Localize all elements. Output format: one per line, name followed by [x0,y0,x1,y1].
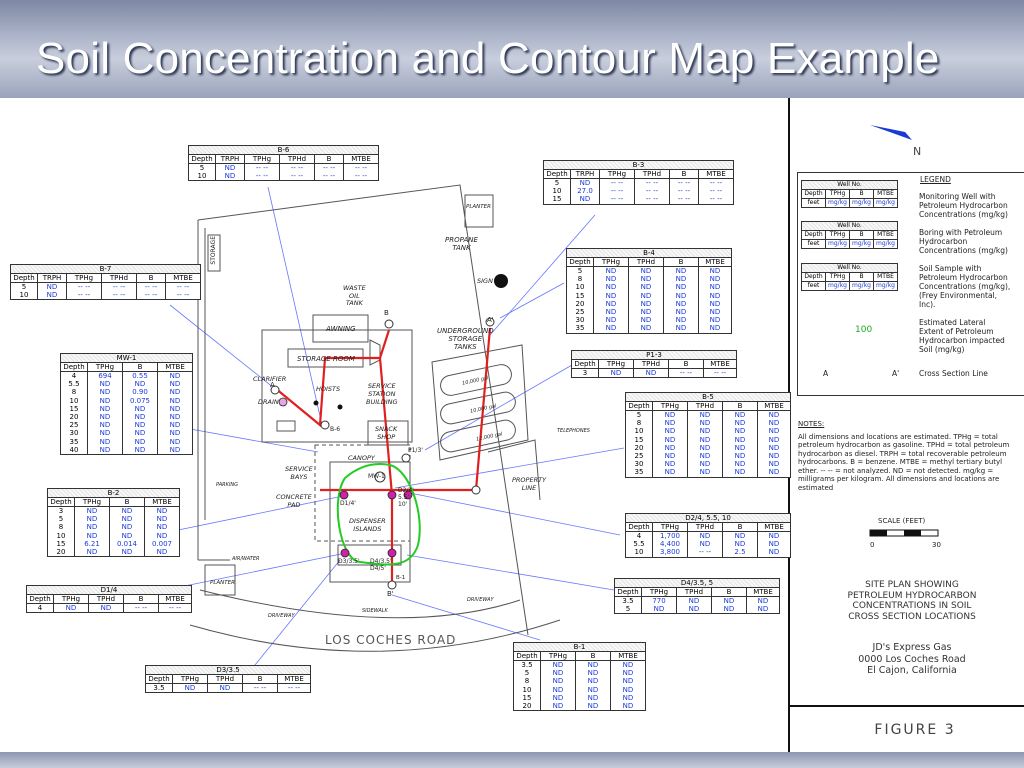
table-cell: ND ND ND ND ND ND ND ND [723,411,758,478]
table-header: TPHd [89,595,124,604]
table-cell: -- -- -- -- [166,283,201,300]
scale-zero: 0 [870,541,875,549]
legend-mini-unit: feet [802,282,826,291]
legend-mini-header: Depth [802,231,826,240]
table-header: TPHd [688,402,723,411]
table-header: MTBE [344,155,379,164]
legend-mini-unit: mg/kg [826,282,850,291]
label-waste-oil: WASTE OIL TANK [343,284,366,307]
table-header: Depth [626,523,653,532]
table-cell: -- -- -- -- -- -- [699,179,734,205]
table-cell: ND ND ND ND ND ND ND ND [688,411,723,478]
table-cell: ND ND [677,597,712,614]
table-d14 [26,585,192,613]
table-cell: 694 ND ND ND ND ND ND ND ND ND [88,372,123,455]
table-header: Depth [27,595,54,604]
label-ust: UNDERGROUND STORAGE TANKS [437,327,494,351]
table-header: Depth [48,498,75,507]
label-sign: SIGN [477,277,493,285]
table-cell: ND [89,604,124,613]
label-p13-map: P1/3' [408,447,423,454]
label-d24-map: D2/4' 5.5' 10' [398,487,414,508]
table-b3 [543,160,734,205]
table-cell: -- -- -- -- -- -- [635,179,670,205]
table-cell: ND ND ND ND 0.014 ND [110,507,145,557]
label-parking: PARKING [216,482,239,488]
table-header: TPHg [653,402,688,411]
legend-item-monitoring-well: Monitoring Well with Petroleum Hydrocarbon Concentrations (mg/kg) [919,192,1008,219]
table-header: Depth [189,155,216,164]
legend-item-section-line: Cross Section Line [919,369,988,378]
table-header: Depth [626,402,653,411]
table-cell: ND ND ND ND ND ND ND ND [699,267,732,334]
table-cell: -- -- [124,604,159,613]
notes-heading: NOTES: [798,420,825,428]
label-driveway-left: DRIVEWAY [268,613,295,619]
table-header: Depth [572,360,599,369]
legend-mini-unit: mg/kg [850,282,874,291]
table-cell: -- -- -- -- [67,283,102,300]
table-title: B-6 [189,146,379,155]
legend-mini-unit: mg/kg [826,199,850,208]
table-header: TRPH [216,155,245,164]
table-cell: -- -- -- -- [280,164,315,181]
table-header: TPHd [677,588,712,597]
table-cell: -- -- -- -- [315,164,344,181]
legend-mini-header: Depth [802,273,826,282]
table-cell: -- -- [669,369,704,378]
table-header: TPHd [688,523,723,532]
table-cell: ND ND ND [758,532,791,558]
table-header: TPHg [599,360,634,369]
table-cell: -- -- [278,684,311,693]
label-snack-shop: SNACK SHOP [375,425,398,441]
table-header: Depth [544,170,571,179]
table-header: TPHd [102,274,137,283]
table-cell: ND 27.0 ND [571,179,600,205]
table-title: B-3 [544,161,734,170]
table-cell: ND ND ND ND ND ND [576,661,611,711]
legend-mini-header: TPHg [826,190,850,199]
table-header: TPHg [653,523,688,532]
table-header: B [123,363,158,372]
table-cell: 3.5 [146,684,173,693]
label-planter-top: PLANTER [466,204,491,210]
label-planter-bottom: PLANTER [210,580,235,586]
table-header: TPHg [67,274,102,283]
table-cell: -- -- -- -- -- -- [600,179,635,205]
table-b1 [513,642,646,711]
label-a-prime: A' [487,316,494,324]
label-b6-map: B-6 [330,426,341,433]
table-cell: ND ND ND ND 0.007 ND [145,507,180,557]
label-canopy: CANOPY [348,454,375,462]
table-cell: 3 [572,369,599,378]
table-cell: ND ND ND ND ND ND ND ND [664,267,699,334]
table-header: B [137,274,166,283]
legend-mini-header: MTBE [874,231,898,240]
label-storage-room: STORAGE ROOM [297,355,355,363]
label-d14-map: D1/4' [340,500,356,507]
table-title: B-1 [514,643,646,652]
label-d435-map: D4/3.5' D4/5' [370,558,392,572]
table-p13 [571,350,737,378]
legend-mini-unit: mg/kg [874,199,898,208]
label-service-building: SERVICE STATION BUILDING [366,382,398,406]
label-tank3: 12,000 gal [475,431,504,443]
table-cell: ND [173,684,208,693]
table-header: TPHd [280,155,315,164]
label-dispenser: DISPENSER ISLANDS [349,517,386,533]
slide-title: Soil Concentration and Contour Map Example [36,34,940,83]
table-header: TPHg [88,363,123,372]
sign-marker [494,274,508,288]
table-header: TPHg [600,170,635,179]
legend-item-boring: Boring with Petroleum Hydrocarbon Concentrations (mg/kg) [919,228,1008,255]
legend-mini-header: TPHg [826,273,850,282]
legend-mini-table [801,180,898,208]
table-header: TPHd [634,360,669,369]
table-cell: 5 10 15 [544,179,571,205]
table-header: TRPH [571,170,600,179]
legend-item-soil-sample: Soil Sample with Petroleum Hydrocarbon Concentrations (mg/kg), (Frey Environmental, Inc). [919,264,1011,309]
legend-mini-unit: mg/kg [850,240,874,249]
label-telephones: TELEPHONES [557,428,590,434]
table-cell: ND [599,369,634,378]
notes [798,420,1018,492]
legend-a: A [823,369,829,378]
table-header: B [315,155,344,164]
table-header: Depth [567,258,594,267]
scale-bar [870,530,938,536]
table-header: MTBE [611,652,646,661]
table-cell: ND ND ND ND ND ND ND ND [629,267,664,334]
label-air-water: AIR/WATER [232,556,260,562]
label-drain: DRAIN [258,398,279,406]
legend-mini-header: B [850,231,874,240]
table-cell: ND ND -- -- [688,532,723,558]
table-header: B [576,652,611,661]
label-tank1: 10,000 gal [461,375,490,387]
legend-mini-table [801,221,898,249]
table-header: TPHg [173,675,208,684]
label-awning: AWNING [326,325,356,333]
table-title: B-2 [48,489,180,498]
table-header: MTBE [278,675,311,684]
table-header: MTBE [159,595,192,604]
table-header: TPHd [208,675,243,684]
table-cell: -- -- -- -- [137,283,166,300]
table-cell: ND ND ND ND 6.21 ND [75,507,110,557]
legend-well-no: Well No. [802,181,898,190]
table-cell: ND ND ND ND ND ND [541,661,576,711]
legend-mini-header: B [850,273,874,282]
table-header: MTBE [747,588,780,597]
table-header: MTBE [699,258,732,267]
label-b1-map: B-1 [396,575,406,581]
figure-number: FIGURE 3 [874,722,956,738]
table-header: Depth [615,588,642,597]
table-header: B [712,588,747,597]
label-propane: PROPANE TANK [445,236,478,252]
label-road: LOS COCHES ROAD [325,633,457,647]
table-header: B [723,523,758,532]
table-header: TRPH [38,274,67,283]
table-cell: ND ND 2.5 [723,532,758,558]
table-header: B [664,258,699,267]
legend-mini-unit: mg/kg [850,199,874,208]
table-header: B [110,498,145,507]
table-title: D2/4, 5.5, 10 [626,514,791,523]
legend-item-contour: Estimated Lateral Extent of Petroleum Hydrocarbon impacted Soil (mg/kg) [919,318,1005,354]
table-cell: 770 ND [642,597,677,614]
table-header: MTBE [158,363,193,372]
table-header: B [669,360,704,369]
table-cell: ND [54,604,89,613]
table-d335 [145,665,311,693]
table-header: MTBE [758,402,791,411]
legend-mini-unit: feet [802,199,826,208]
table-cell: 5 8 10 15 20 25 30 35 [626,411,653,478]
table-header: MTBE [704,360,737,369]
label-b-prime: B' [387,590,394,598]
table-header: Depth [11,274,38,283]
table-title: MW-1 [61,354,193,363]
table-title: P1-3 [572,351,737,360]
table-cell: -- -- -- -- [344,164,379,181]
table-cell: 5 8 10 15 20 25 30 35 [567,267,594,334]
table-header: Depth [146,675,173,684]
table-cell: ND ND ND ND ND ND ND ND [653,411,688,478]
table-b6 [188,145,379,181]
table-cell: 5 10 [189,164,216,181]
legend-mini-unit: feet [802,240,826,249]
north-arrow-icon [870,125,912,140]
label-property-line: PROPERTY LINE [512,476,547,492]
table-d435 [614,578,780,614]
table-header: MTBE [699,170,734,179]
table-cell: 3 5 8 10 15 20 [48,507,75,557]
label-sidewalk: SIDEWALK [362,608,388,614]
table-title: B-4 [567,249,732,258]
table-header: TPHd [629,258,664,267]
table-header: TPHg [245,155,280,164]
table-header: MTBE [145,498,180,507]
table-header: B [723,402,758,411]
legend-mini-header: MTBE [874,273,898,282]
site-address: JD's Express Gas 0000 Los Coches Road El Cajon, California [858,642,966,676]
table-title: B-5 [626,393,791,402]
legend-mini-table [801,263,898,291]
table-cell: ND [208,684,243,693]
table-title: D4/3.5, 5 [615,579,780,588]
table-header: TPHg [642,588,677,597]
table-cell: 5 10 [11,283,38,300]
legend-mini-unit: mg/kg [874,282,898,291]
table-cell: ND ND ND ND ND ND ND ND ND ND [158,372,193,455]
notes-text: All dimensions and locations are estimated. TPHg = total petroleum hydrocarbon as gasoline. TPHd = total petroleum hydrocarbon as diesel. TRPH = total recoverable petroleum hydrocarbons. B = benzene. MTBE = methyl tertiary butyl ether. -- -- = not analyzed. ND = not detected. mg/kg = milligrams per kilogram. All dimensions and locations are estimated [798,432,1010,492]
table-cell: -- -- -- -- -- -- [670,179,699,205]
label-tank2: 10,000 gal [469,403,498,415]
table-cell: 0.55 ND 0.90 0.075 ND ND ND ND ND ND [123,372,158,455]
legend-mini-unit: mg/kg [874,240,898,249]
table-header: TPHd [635,170,670,179]
label-service-bays: SERVICE BAYS [285,465,313,481]
label-d335-map: D3/3.5' [338,558,360,565]
table-cell: ND ND [216,164,245,181]
table-header: B [670,170,699,179]
table-header: TPHg [75,498,110,507]
legend-mini-header: TPHg [826,231,850,240]
table-title: B-7 [11,265,201,274]
table-cell: 4 5.5 8 10 15 20 25 30 35 40 [61,372,88,455]
table-title: D1/4 [27,586,192,595]
table-cell: -- -- [243,684,278,693]
legend-well-no: Well No. [802,222,898,231]
label-mw1-map: MW-1 [368,473,385,480]
legend-well-no: Well No. [802,264,898,273]
table-cell: ND ND [712,597,747,614]
table-cell: 4 [27,604,54,613]
table-cell: ND ND ND ND ND ND ND ND [758,411,791,478]
table-header: TPHg [54,595,89,604]
table-cell: ND [634,369,669,378]
label-b: B [384,309,389,317]
scale-label: SCALE (FEET) [878,517,926,525]
table-b5 [625,392,791,478]
site-outline [190,185,560,651]
table-d24 [625,513,791,558]
table-cell: -- -- -- -- [102,283,137,300]
table-b2 [47,488,180,557]
table-cell: 3.5 5 8 10 15 20 [514,661,541,711]
table-header: TPHg [541,652,576,661]
legend-title: LEGEND [920,175,951,184]
legend-mini-header: B [850,190,874,199]
legend-a-prime: A' [892,369,900,378]
label-storage: STORAGE [210,236,217,265]
label-clarifier: CLARIFIER [253,375,287,383]
site-plan-caption: SITE PLAN SHOWING PETROLEUM HYDROCARBON CONCENTRATIONS IN SOIL CROSS SECTION LOCATIONS [847,580,977,622]
table-cell: -- -- [704,369,737,378]
table-mw1 [60,353,193,455]
label-a: A [270,381,275,389]
table-cell: -- -- [159,604,192,613]
label-hoists: HOISTS [316,385,341,393]
table-header: Depth [61,363,88,372]
legend-contour-value: 100 [855,325,873,335]
table-cell: ND ND [38,283,67,300]
table-cell: ND ND ND ND ND ND ND ND [594,267,629,334]
label-concrete-pad: CONCRETE PAD [276,493,312,509]
table-cell: 3.5 5 [615,597,642,614]
table-header: TPHg [594,258,629,267]
table-b7 [10,264,201,300]
table-cell: 1,700 4,400 3,800 [653,532,688,558]
table-cell: ND ND ND ND ND ND [611,661,646,711]
legend-mini-header: Depth [802,190,826,199]
scale-thirty: 30 [932,541,941,549]
table-header: B [243,675,278,684]
table-cell: -- -- -- -- [245,164,280,181]
table-title: D3/3.5 [146,666,311,675]
table-header: MTBE [166,274,201,283]
table-b4 [566,248,732,334]
table-header: Depth [514,652,541,661]
north-label: N [913,145,922,158]
legend-mini-header: MTBE [874,190,898,199]
table-cell: ND ND [747,597,780,614]
label-driveway-right: DRIVEWAY [467,597,494,603]
table-header: MTBE [758,523,791,532]
table-header: B [124,595,159,604]
legend-mini-unit: mg/kg [826,240,850,249]
table-cell: 4 5.5 10 [626,532,653,558]
